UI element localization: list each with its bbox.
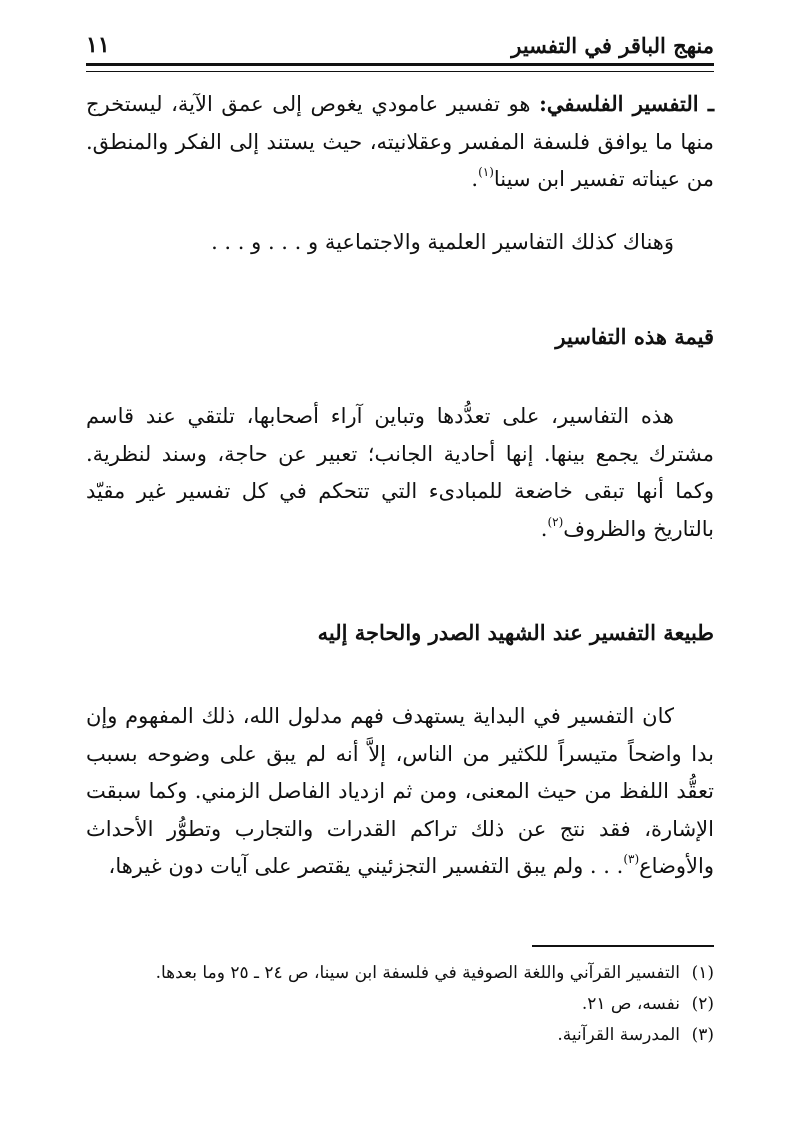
value-paragraph-text: هذه التفاسير، على تعدُّدها وتباين آراء أصحابها، تلتقي عند قاسم مشترك يجمع بينها. إنها أحادية الجانب؛ تعبير عن حاجة، وسند لنظرية. وكما أنها تبقى خاضعة للمبادىء التي تتحكم في كل تفسير غير مقيّد بالتاريخ والظروف: [86, 404, 714, 541]
running-title: منهج الباقر في التفسير: [511, 32, 714, 58]
nature-paragraph-continuation: . . . ولم يبق التفسير التجزئيني يقتصر على آيات دون غيرها،: [108, 854, 624, 878]
other-tafsirs-paragraph: وَهناك كذلك التفاسير العلمية والاجتماعية و . . . و . . .: [211, 230, 674, 254]
footnote-ref-3: (٣): [623, 852, 640, 866]
section-heading-value: قيمة هذه التفاسير: [555, 324, 714, 349]
page-number: ١١: [86, 32, 110, 58]
section-heading-nature: طبيعة التفسير عند الشهيد الصدر والحاجة إليه: [317, 620, 714, 645]
sentence-end: .: [471, 167, 479, 191]
footnote-number: (١): [691, 963, 714, 983]
philosophical-tafsir-paragraph: [86, 85, 714, 199]
header-rule: [86, 63, 714, 72]
footnote-separator: [532, 945, 714, 947]
footnote-text: نفسه، ص ٢١.: [581, 994, 680, 1014]
footnote-text: المدرسة القرآنية.: [557, 1025, 680, 1045]
footnote-item: [86, 958, 714, 989]
sentence-end: .: [540, 516, 548, 541]
footnote-ref-2: (٢): [547, 514, 564, 529]
value-paragraph: [86, 398, 714, 548]
footnotes-list: [86, 958, 714, 1051]
footnote-number: (٣): [691, 1025, 714, 1045]
philosophical-tafsir-text: هو تفسير عامودي يغوص إلى عمق الآية، ليستخرج منها ما يوافق فلسفة المفسر وعقلانيته، حيث يستند إلى الفكر والمنطق. من عيناته تفسير ابن سينا: [86, 92, 714, 191]
footnote-ref-1: (١): [478, 165, 494, 179]
footnote-item: [86, 989, 714, 1020]
nature-paragraph-text: كان التفسير في البداية يستهدف فهم مدلول الله، ذلك المفهوم وإن بدا واضحاً متيسراً للكثير من الناس، إلاَّ أنه لم يبق على وضوحه بسبب تعقُّد اللفظ من حيث المعنى، ومن ثم ازدياد الفاصل الزمني. وكما سبقت الإشارة، فقد نتج عن ذلك تراكم القدرات والتجارب وتطوُّر الأحداث والأوضاع: [86, 704, 714, 878]
footnote-number: (٢): [691, 994, 714, 1014]
footnote-text: التفسير القرآني واللغة الصوفية في فلسفة ابن سينا، ص ٢٤ ـ ٢٥ وما بعدها.: [155, 963, 680, 983]
philosophical-tafsir-term: ـ التفسير الفلسفي:: [539, 91, 714, 116]
nature-paragraph: [86, 698, 714, 886]
footnote-item: [86, 1020, 714, 1051]
page-header: [86, 28, 714, 62]
